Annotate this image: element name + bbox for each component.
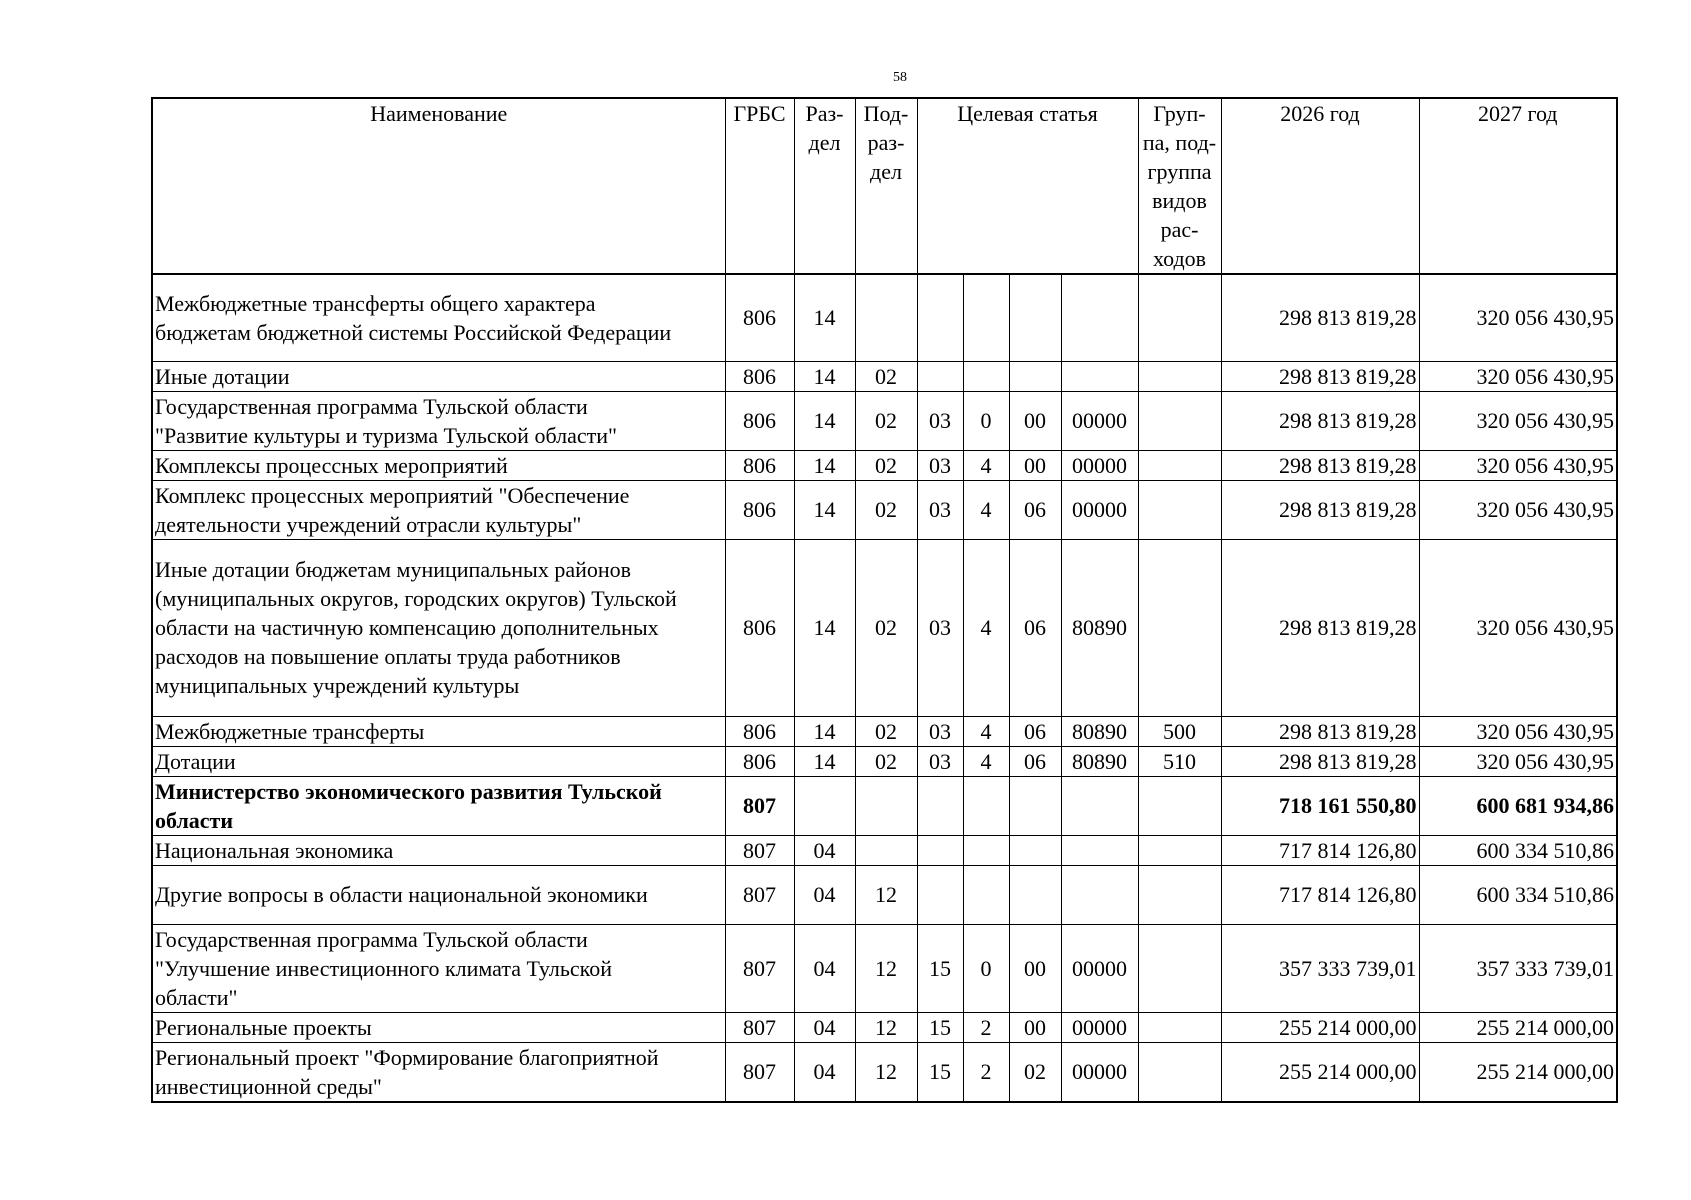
cell-amount-2027: 320 056 430,95 bbox=[1419, 450, 1617, 480]
cell-vid-raskhodov bbox=[1138, 450, 1221, 480]
cell-amount-2027: 255 214 000,00 bbox=[1419, 1012, 1617, 1042]
cell-tselevaya-type: 2 bbox=[963, 1012, 1009, 1042]
table-row bbox=[152, 924, 1617, 1012]
cell-tselevaya-sub: 06 bbox=[1009, 480, 1061, 539]
table-row bbox=[152, 1012, 1617, 1042]
cell-tselevaya-sub bbox=[1009, 274, 1061, 361]
cell-tselevaya-program bbox=[917, 361, 963, 391]
cell-podrazdel: 12 bbox=[855, 1012, 917, 1042]
table-row bbox=[152, 361, 1617, 391]
cell-name-line: инвестиционной среды" bbox=[155, 1073, 382, 1099]
cell-name-line: области на частичную компенсацию дополнительных bbox=[155, 615, 659, 640]
header-name: Наименование bbox=[152, 98, 725, 274]
page-number: 58 bbox=[893, 70, 907, 85]
cell-tselevaya-program: 15 bbox=[917, 1042, 963, 1102]
cell-tselevaya-sub bbox=[1009, 835, 1061, 865]
cell-tselevaya-direction: 00000 bbox=[1061, 450, 1138, 480]
cell-tselevaya-program bbox=[917, 865, 963, 924]
cell-grbs: 806 bbox=[725, 746, 794, 776]
cell-name bbox=[152, 1012, 725, 1042]
table-row bbox=[152, 835, 1617, 865]
cell-grbs: 807 bbox=[725, 835, 794, 865]
cell-podrazdel: 02 bbox=[855, 391, 917, 450]
cell-name-line: области" bbox=[155, 984, 238, 1010]
cell-vid-raskhodov: 500 bbox=[1138, 716, 1221, 746]
cell-podrazdel: 12 bbox=[855, 1042, 917, 1102]
header-year-2026: 2026 год bbox=[1221, 98, 1419, 274]
budget-table bbox=[151, 97, 1618, 1103]
cell-tselevaya-program: 03 bbox=[917, 391, 963, 450]
cell-tselevaya-direction: 00000 bbox=[1061, 391, 1138, 450]
cell-razdel: 14 bbox=[794, 539, 855, 716]
cell-grbs: 806 bbox=[725, 539, 794, 716]
cell-amount-2026: 298 813 819,28 bbox=[1221, 361, 1419, 391]
cell-podrazdel: 02 bbox=[855, 480, 917, 539]
cell-tselevaya-type: 4 bbox=[963, 539, 1009, 716]
cell-podrazdel bbox=[855, 274, 917, 361]
cell-vid-raskhodov bbox=[1138, 776, 1221, 835]
table-row bbox=[152, 716, 1617, 746]
cell-name bbox=[152, 391, 725, 450]
cell-amount-2027: 320 056 430,95 bbox=[1419, 480, 1617, 539]
cell-tselevaya-program: 03 bbox=[917, 539, 963, 716]
cell-razdel: 04 bbox=[794, 1012, 855, 1042]
header-gruppa-vidov-raskhodov: Груп- па, под- группа видов рас- ходов bbox=[1138, 98, 1221, 274]
cell-name-line: Региональные проекты bbox=[155, 1014, 372, 1040]
cell-tselevaya-program: 03 bbox=[917, 450, 963, 480]
cell-name-line: "Улучшение инвестиционного климата Тульской bbox=[155, 955, 613, 981]
header-row bbox=[152, 98, 1617, 274]
cell-name-line: Иные дотации бюджетам муниципальных районов bbox=[155, 557, 632, 582]
cell-name-line: расходов на повышение оплаты труда работников bbox=[155, 644, 621, 669]
cell-tselevaya-program: 03 bbox=[917, 746, 963, 776]
header-razdel: Раз- дел bbox=[794, 98, 855, 274]
cell-tselevaya-type bbox=[963, 361, 1009, 391]
cell-vid-raskhodov bbox=[1138, 274, 1221, 361]
cell-name-line: бюджетам бюджетной системы Российской Федерации bbox=[155, 319, 672, 345]
cell-tselevaya-type: 4 bbox=[963, 450, 1009, 480]
cell-name bbox=[152, 1042, 725, 1102]
cell-vid-raskhodov bbox=[1138, 361, 1221, 391]
cell-grbs: 806 bbox=[725, 274, 794, 361]
cell-name bbox=[152, 274, 725, 361]
cell-amount-2027: 255 214 000,00 bbox=[1419, 1042, 1617, 1102]
cell-name bbox=[152, 746, 725, 776]
cell-tselevaya-sub: 06 bbox=[1009, 746, 1061, 776]
cell-name-line: Другие вопросы в области национальной экономики bbox=[155, 882, 648, 907]
cell-name bbox=[152, 716, 725, 746]
cell-razdel: 14 bbox=[794, 746, 855, 776]
cell-amount-2027: 320 056 430,95 bbox=[1419, 716, 1617, 746]
cell-tselevaya-sub bbox=[1009, 776, 1061, 835]
cell-vid-raskhodov: 510 bbox=[1138, 746, 1221, 776]
cell-name-line: Межбюджетные трансферты общего характера bbox=[155, 290, 596, 316]
cell-amount-2026: 298 813 819,28 bbox=[1221, 716, 1419, 746]
cell-podrazdel: 12 bbox=[855, 924, 917, 1012]
cell-amount-2026: 255 214 000,00 bbox=[1221, 1042, 1419, 1102]
cell-podrazdel: 12 bbox=[855, 865, 917, 924]
cell-tselevaya-sub bbox=[1009, 865, 1061, 924]
cell-amount-2026: 298 813 819,28 bbox=[1221, 746, 1419, 776]
cell-tselevaya-program bbox=[917, 274, 963, 361]
cell-amount-2027: 320 056 430,95 bbox=[1419, 274, 1617, 361]
cell-tselevaya-type: 0 bbox=[963, 391, 1009, 450]
cell-name-line: Национальная экономика bbox=[155, 837, 394, 863]
cell-name-line: деятельности учреждений отрасли культуры" bbox=[155, 511, 582, 537]
cell-amount-2026: 298 813 819,28 bbox=[1221, 450, 1419, 480]
cell-name-line: Государственная программа Тульской области bbox=[155, 393, 588, 419]
cell-tselevaya-type: 2 bbox=[963, 1042, 1009, 1102]
cell-podrazdel: 02 bbox=[855, 450, 917, 480]
cell-name-line: Дотации bbox=[155, 748, 236, 774]
cell-podrazdel: 02 bbox=[855, 746, 917, 776]
cell-amount-2027: 320 056 430,95 bbox=[1419, 361, 1617, 391]
cell-tselevaya-program: 03 bbox=[917, 480, 963, 539]
cell-grbs: 806 bbox=[725, 450, 794, 480]
cell-tselevaya-direction: 00000 bbox=[1061, 924, 1138, 1012]
cell-amount-2027: 320 056 430,95 bbox=[1419, 746, 1617, 776]
cell-amount-2026: 717 814 126,80 bbox=[1221, 835, 1419, 865]
cell-tselevaya-direction bbox=[1061, 776, 1138, 835]
cell-tselevaya-direction bbox=[1061, 835, 1138, 865]
cell-vid-raskhodov bbox=[1138, 1012, 1221, 1042]
cell-tselevaya-type: 4 bbox=[963, 746, 1009, 776]
cell-tselevaya-direction bbox=[1061, 274, 1138, 361]
cell-name-line: области bbox=[155, 807, 234, 833]
cell-amount-2027: 320 056 430,95 bbox=[1419, 539, 1617, 716]
cell-grbs: 807 bbox=[725, 776, 794, 835]
cell-razdel: 14 bbox=[794, 450, 855, 480]
cell-razdel: 04 bbox=[794, 924, 855, 1012]
cell-name bbox=[152, 450, 725, 480]
header-podrazdel: Под- раз- дел bbox=[855, 98, 917, 274]
cell-amount-2026: 717 814 126,80 bbox=[1221, 865, 1419, 924]
cell-tselevaya-type: 4 bbox=[963, 716, 1009, 746]
cell-tselevaya-program: 03 bbox=[917, 716, 963, 746]
cell-amount-2026: 357 333 739,01 bbox=[1221, 924, 1419, 1012]
cell-vid-raskhodov bbox=[1138, 835, 1221, 865]
cell-amount-2026: 255 214 000,00 bbox=[1221, 1012, 1419, 1042]
cell-name bbox=[152, 924, 725, 1012]
cell-tselevaya-sub: 00 bbox=[1009, 1012, 1061, 1042]
cell-tselevaya-type bbox=[963, 274, 1009, 361]
cell-name bbox=[152, 539, 725, 716]
cell-tselevaya-direction bbox=[1061, 865, 1138, 924]
cell-tselevaya-direction: 00000 bbox=[1061, 1012, 1138, 1042]
cell-name-line: Комплексы процессных мероприятий bbox=[155, 452, 508, 478]
cell-grbs: 806 bbox=[725, 480, 794, 539]
cell-name bbox=[152, 361, 725, 391]
cell-amount-2027: 600 334 510,86 bbox=[1419, 865, 1617, 924]
cell-name-line: "Развитие культуры и туризма Тульской области" bbox=[155, 422, 617, 448]
cell-razdel: 04 bbox=[794, 835, 855, 865]
cell-vid-raskhodov bbox=[1138, 865, 1221, 924]
cell-vid-raskhodov bbox=[1138, 480, 1221, 539]
cell-razdel: 14 bbox=[794, 361, 855, 391]
cell-name-line: Региональный проект "Формирование благоприятной bbox=[155, 1044, 659, 1070]
table-row bbox=[152, 391, 1617, 450]
cell-tselevaya-sub: 06 bbox=[1009, 539, 1061, 716]
header-tselevaya-statya: Целевая статья bbox=[917, 98, 1138, 274]
cell-tselevaya-direction bbox=[1061, 361, 1138, 391]
cell-amount-2026: 718 161 550,80 bbox=[1221, 776, 1419, 835]
cell-amount-2027: 320 056 430,95 bbox=[1419, 391, 1617, 450]
cell-podrazdel: 02 bbox=[855, 361, 917, 391]
cell-name-line: Государственная программа Тульской области bbox=[155, 926, 588, 952]
cell-name-line: Межбюджетные трансферты bbox=[155, 718, 425, 744]
cell-razdel: 14 bbox=[794, 391, 855, 450]
cell-tselevaya-sub: 00 bbox=[1009, 391, 1061, 450]
cell-vid-raskhodov bbox=[1138, 539, 1221, 716]
budget-body bbox=[152, 274, 1617, 1102]
cell-podrazdel bbox=[855, 776, 917, 835]
cell-tselevaya-type bbox=[963, 776, 1009, 835]
cell-amount-2027: 600 681 934,86 bbox=[1419, 776, 1617, 835]
cell-grbs: 807 bbox=[725, 924, 794, 1012]
cell-vid-raskhodov bbox=[1138, 1042, 1221, 1102]
cell-amount-2026: 298 813 819,28 bbox=[1221, 391, 1419, 450]
cell-tselevaya-direction: 80890 bbox=[1061, 539, 1138, 716]
cell-amount-2026: 298 813 819,28 bbox=[1221, 480, 1419, 539]
cell-grbs: 807 bbox=[725, 1042, 794, 1102]
cell-razdel: 14 bbox=[794, 716, 855, 746]
cell-name bbox=[152, 865, 725, 924]
cell-grbs: 806 bbox=[725, 361, 794, 391]
cell-tselevaya-direction: 80890 bbox=[1061, 746, 1138, 776]
header-year-2027: 2027 год bbox=[1419, 98, 1617, 274]
cell-amount-2027: 357 333 739,01 bbox=[1419, 924, 1617, 1012]
cell-amount-2026: 298 813 819,28 bbox=[1221, 539, 1419, 716]
cell-name bbox=[152, 480, 725, 539]
cell-tselevaya-sub bbox=[1009, 361, 1061, 391]
cell-tselevaya-sub: 02 bbox=[1009, 1042, 1061, 1102]
cell-tselevaya-program bbox=[917, 835, 963, 865]
cell-tselevaya-direction: 00000 bbox=[1061, 480, 1138, 539]
cell-razdel: 04 bbox=[794, 1042, 855, 1102]
cell-tselevaya-sub: 06 bbox=[1009, 716, 1061, 746]
cell-podrazdel bbox=[855, 835, 917, 865]
cell-name bbox=[152, 776, 725, 835]
table-row bbox=[152, 776, 1617, 835]
cell-tselevaya-program: 15 bbox=[917, 924, 963, 1012]
cell-tselevaya-program: 15 bbox=[917, 1012, 963, 1042]
cell-grbs: 806 bbox=[725, 391, 794, 450]
cell-grbs: 807 bbox=[725, 865, 794, 924]
header-grbs: ГРБС bbox=[725, 98, 794, 274]
cell-razdel bbox=[794, 776, 855, 835]
cell-vid-raskhodov bbox=[1138, 924, 1221, 1012]
cell-tselevaya-sub: 00 bbox=[1009, 924, 1061, 1012]
cell-name-line: (муниципальных округов, городских округов) Тульской bbox=[155, 586, 677, 611]
table-row bbox=[152, 450, 1617, 480]
cell-tselevaya-direction: 80890 bbox=[1061, 716, 1138, 746]
cell-tselevaya-direction: 00000 bbox=[1061, 1042, 1138, 1102]
cell-tselevaya-type bbox=[963, 835, 1009, 865]
cell-vid-raskhodov bbox=[1138, 391, 1221, 450]
table-row bbox=[152, 539, 1617, 716]
cell-name bbox=[152, 835, 725, 865]
cell-tselevaya-program bbox=[917, 776, 963, 835]
cell-grbs: 806 bbox=[725, 716, 794, 746]
cell-tselevaya-type: 4 bbox=[963, 480, 1009, 539]
cell-podrazdel: 02 bbox=[855, 716, 917, 746]
cell-tselevaya-sub: 00 bbox=[1009, 450, 1061, 480]
cell-name-line: Комплекс процессных мероприятий "Обеспечение bbox=[155, 482, 630, 508]
cell-tselevaya-type bbox=[963, 865, 1009, 924]
cell-name-line: муниципальных учреждений культуры bbox=[155, 673, 520, 698]
cell-razdel: 14 bbox=[794, 274, 855, 361]
table-row bbox=[152, 274, 1617, 361]
cell-amount-2027: 600 334 510,86 bbox=[1419, 835, 1617, 865]
cell-name-line: Иные дотации bbox=[155, 363, 290, 389]
cell-amount-2026: 298 813 819,28 bbox=[1221, 274, 1419, 361]
cell-razdel: 04 bbox=[794, 865, 855, 924]
cell-tselevaya-type: 0 bbox=[963, 924, 1009, 1012]
cell-name-line: Министерство экономического развития Тульской bbox=[155, 778, 662, 804]
cell-podrazdel: 02 bbox=[855, 539, 917, 716]
cell-razdel: 14 bbox=[794, 480, 855, 539]
table-row bbox=[152, 480, 1617, 539]
table-row bbox=[152, 746, 1617, 776]
table-row bbox=[152, 865, 1617, 924]
table-row bbox=[152, 1042, 1617, 1102]
cell-grbs: 807 bbox=[725, 1012, 794, 1042]
